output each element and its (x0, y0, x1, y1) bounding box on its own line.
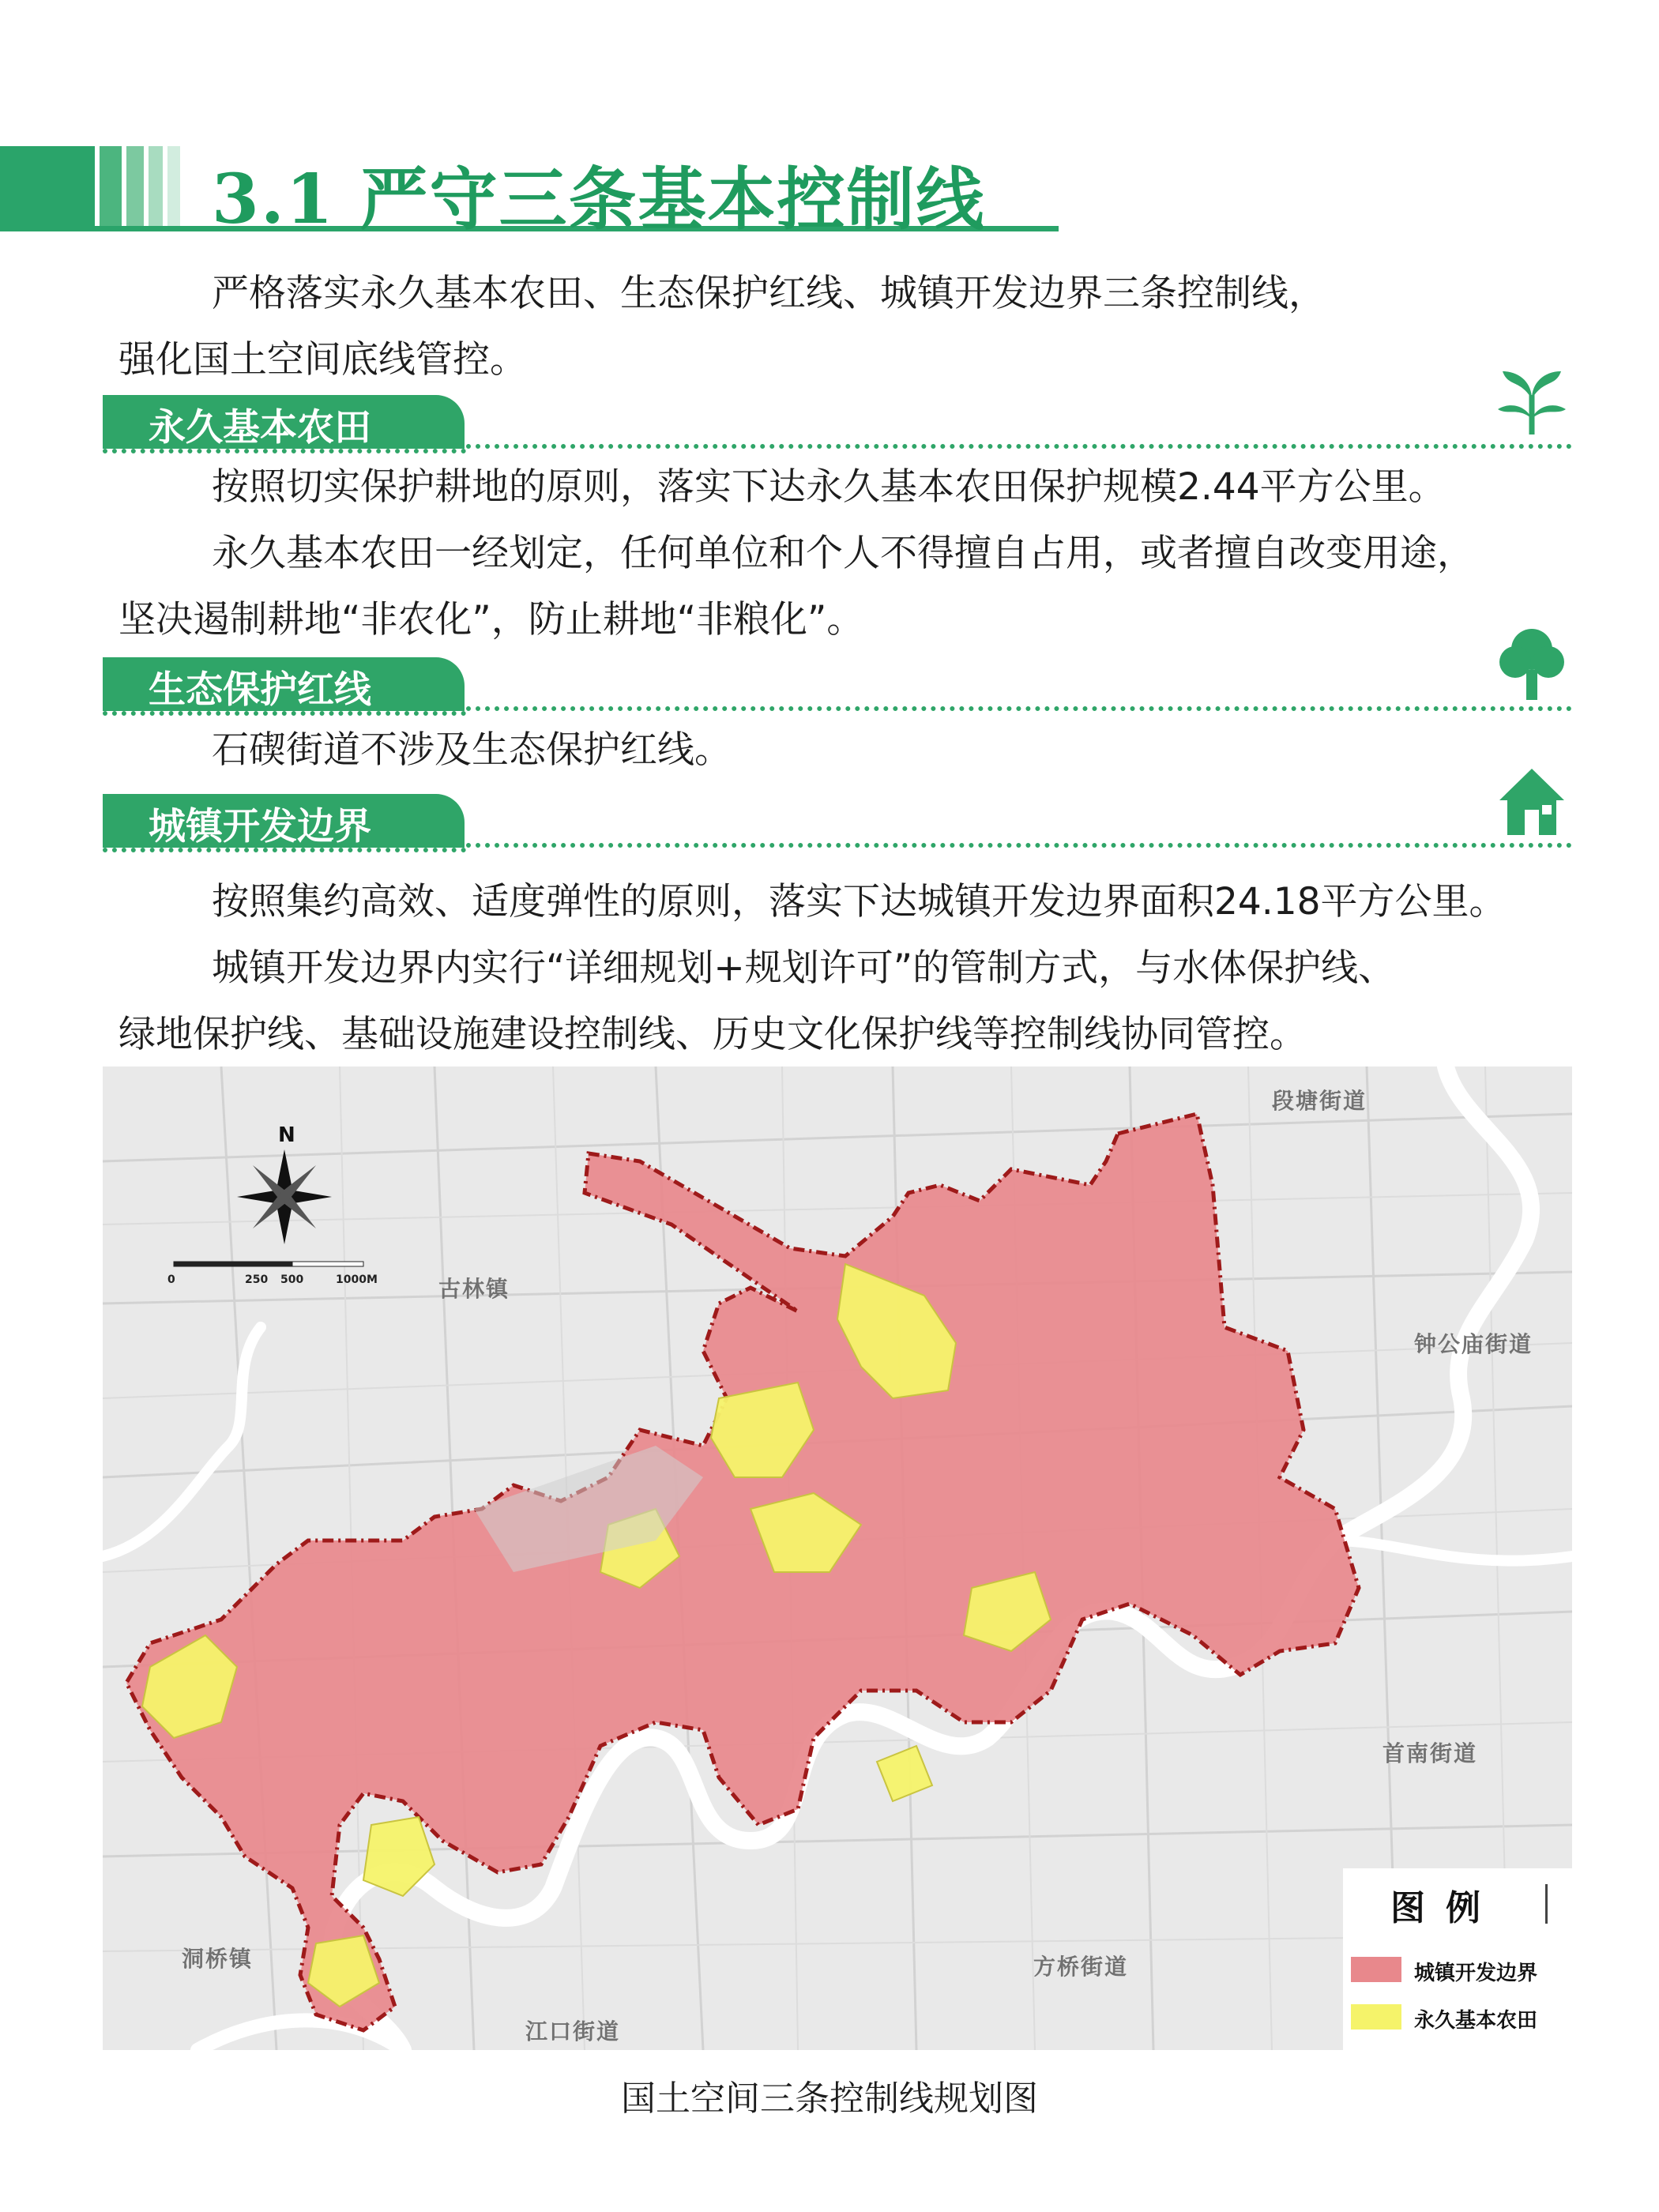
legend-swatch (1351, 1957, 1401, 1982)
scale-label: 500 (280, 1273, 304, 1286)
place-label: 钟公庙街道 (1414, 1331, 1533, 1357)
tree-icon (1496, 626, 1567, 703)
scale-label: 0 (167, 1273, 175, 1286)
legend-label: 城镇开发边界 (1414, 1962, 1538, 1985)
scale-label: 1000M (336, 1273, 378, 1286)
section-heading: 城镇开发边界 (149, 805, 371, 848)
legend-label: 永久基本农田 (1414, 2009, 1538, 2033)
legend-title: 图例 (1390, 1888, 1501, 1928)
section-title-band (0, 146, 1059, 239)
intro-line-2: 强化国土空间底线管控。 (118, 338, 527, 382)
map-legend (1343, 1868, 1572, 2050)
place-label: 洞桥镇 (182, 1946, 254, 1972)
place-label: 首南街道 (1382, 1740, 1478, 1766)
section-tab (103, 395, 465, 449)
section-dotted-line (466, 444, 1572, 449)
place-label: 江口街道 (525, 2018, 621, 2045)
section-tab (103, 794, 465, 848)
section-tab (103, 657, 465, 711)
farmland-text-1: 按照切实保护耕地的原则，落实下达永久基本农田保护规模2.44平方公里。 (212, 465, 1446, 509)
title-block-1 (0, 146, 95, 231)
section-dotted-line (103, 449, 466, 453)
section-heading: 永久基本农田 (149, 406, 371, 450)
house-icon (1496, 762, 1567, 840)
urban-text-1: 按照集约高效、适度弹性的原则，落实下达城镇开发边界面积24.18平方公里。 (212, 880, 1507, 924)
section-header-urban (103, 794, 1572, 854)
place-label: 古林镇 (438, 1276, 510, 1302)
title-block-3 (126, 146, 144, 231)
farmland-text-2b: 坚决遏制耕地“非农化”，防止耕地“非粮化”。 (118, 598, 864, 641)
legend-divider (1545, 1884, 1548, 1924)
urban-paragraph (118, 869, 1572, 1068)
section-dotted-line (466, 843, 1572, 848)
north-label: N (278, 1123, 297, 1147)
scale-bar (174, 1262, 363, 1266)
place-label: 方桥街道 (1033, 1954, 1129, 1980)
map-caption: 国土空间三条控制线规划图 (621, 2078, 1038, 2119)
eco-paragraph (118, 717, 1572, 784)
eco-text-1: 石碶街道不涉及生态保护红线。 (212, 728, 732, 772)
farmland-text-2a: 永久基本农田一经划定，任何单位和个人不得擅自占用，或者擅自改变用途， (212, 532, 1474, 575)
place-label: 段塘街道 (1272, 1088, 1367, 1114)
section-header-eco (103, 657, 1572, 717)
title-block-5 (167, 146, 180, 231)
section-dotted-line (103, 711, 466, 716)
section-dotted-line (103, 848, 466, 852)
title-block-2 (100, 146, 122, 231)
urban-text-2a: 城镇开发边界内实行“详细规划+规划许可”的管制方式，与水体保护线、 (212, 946, 1396, 990)
title-block-4 (149, 146, 163, 231)
sprout-icon (1496, 363, 1567, 441)
section-header-farmland (103, 395, 1572, 455)
intro-paragraph (118, 261, 1572, 393)
planning-map (103, 1066, 1572, 2050)
section-heading: 生态保护红线 (149, 668, 371, 712)
urban-text-2b: 绿地保护线、基础设施建设控制线、历史文化保护线等控制线协同管控。 (118, 1013, 1307, 1056)
intro-line-1: 严格落实永久基本农田、生态保护红线、城镇开发边界三条控制线， (212, 272, 1326, 315)
legend-swatch (1351, 2004, 1401, 2030)
section-dotted-line (466, 706, 1572, 711)
scale-label: 250 (245, 1273, 269, 1286)
farmland-paragraph (118, 454, 1572, 653)
page-title: 3.1 严守三条基本控制线 (212, 160, 986, 239)
